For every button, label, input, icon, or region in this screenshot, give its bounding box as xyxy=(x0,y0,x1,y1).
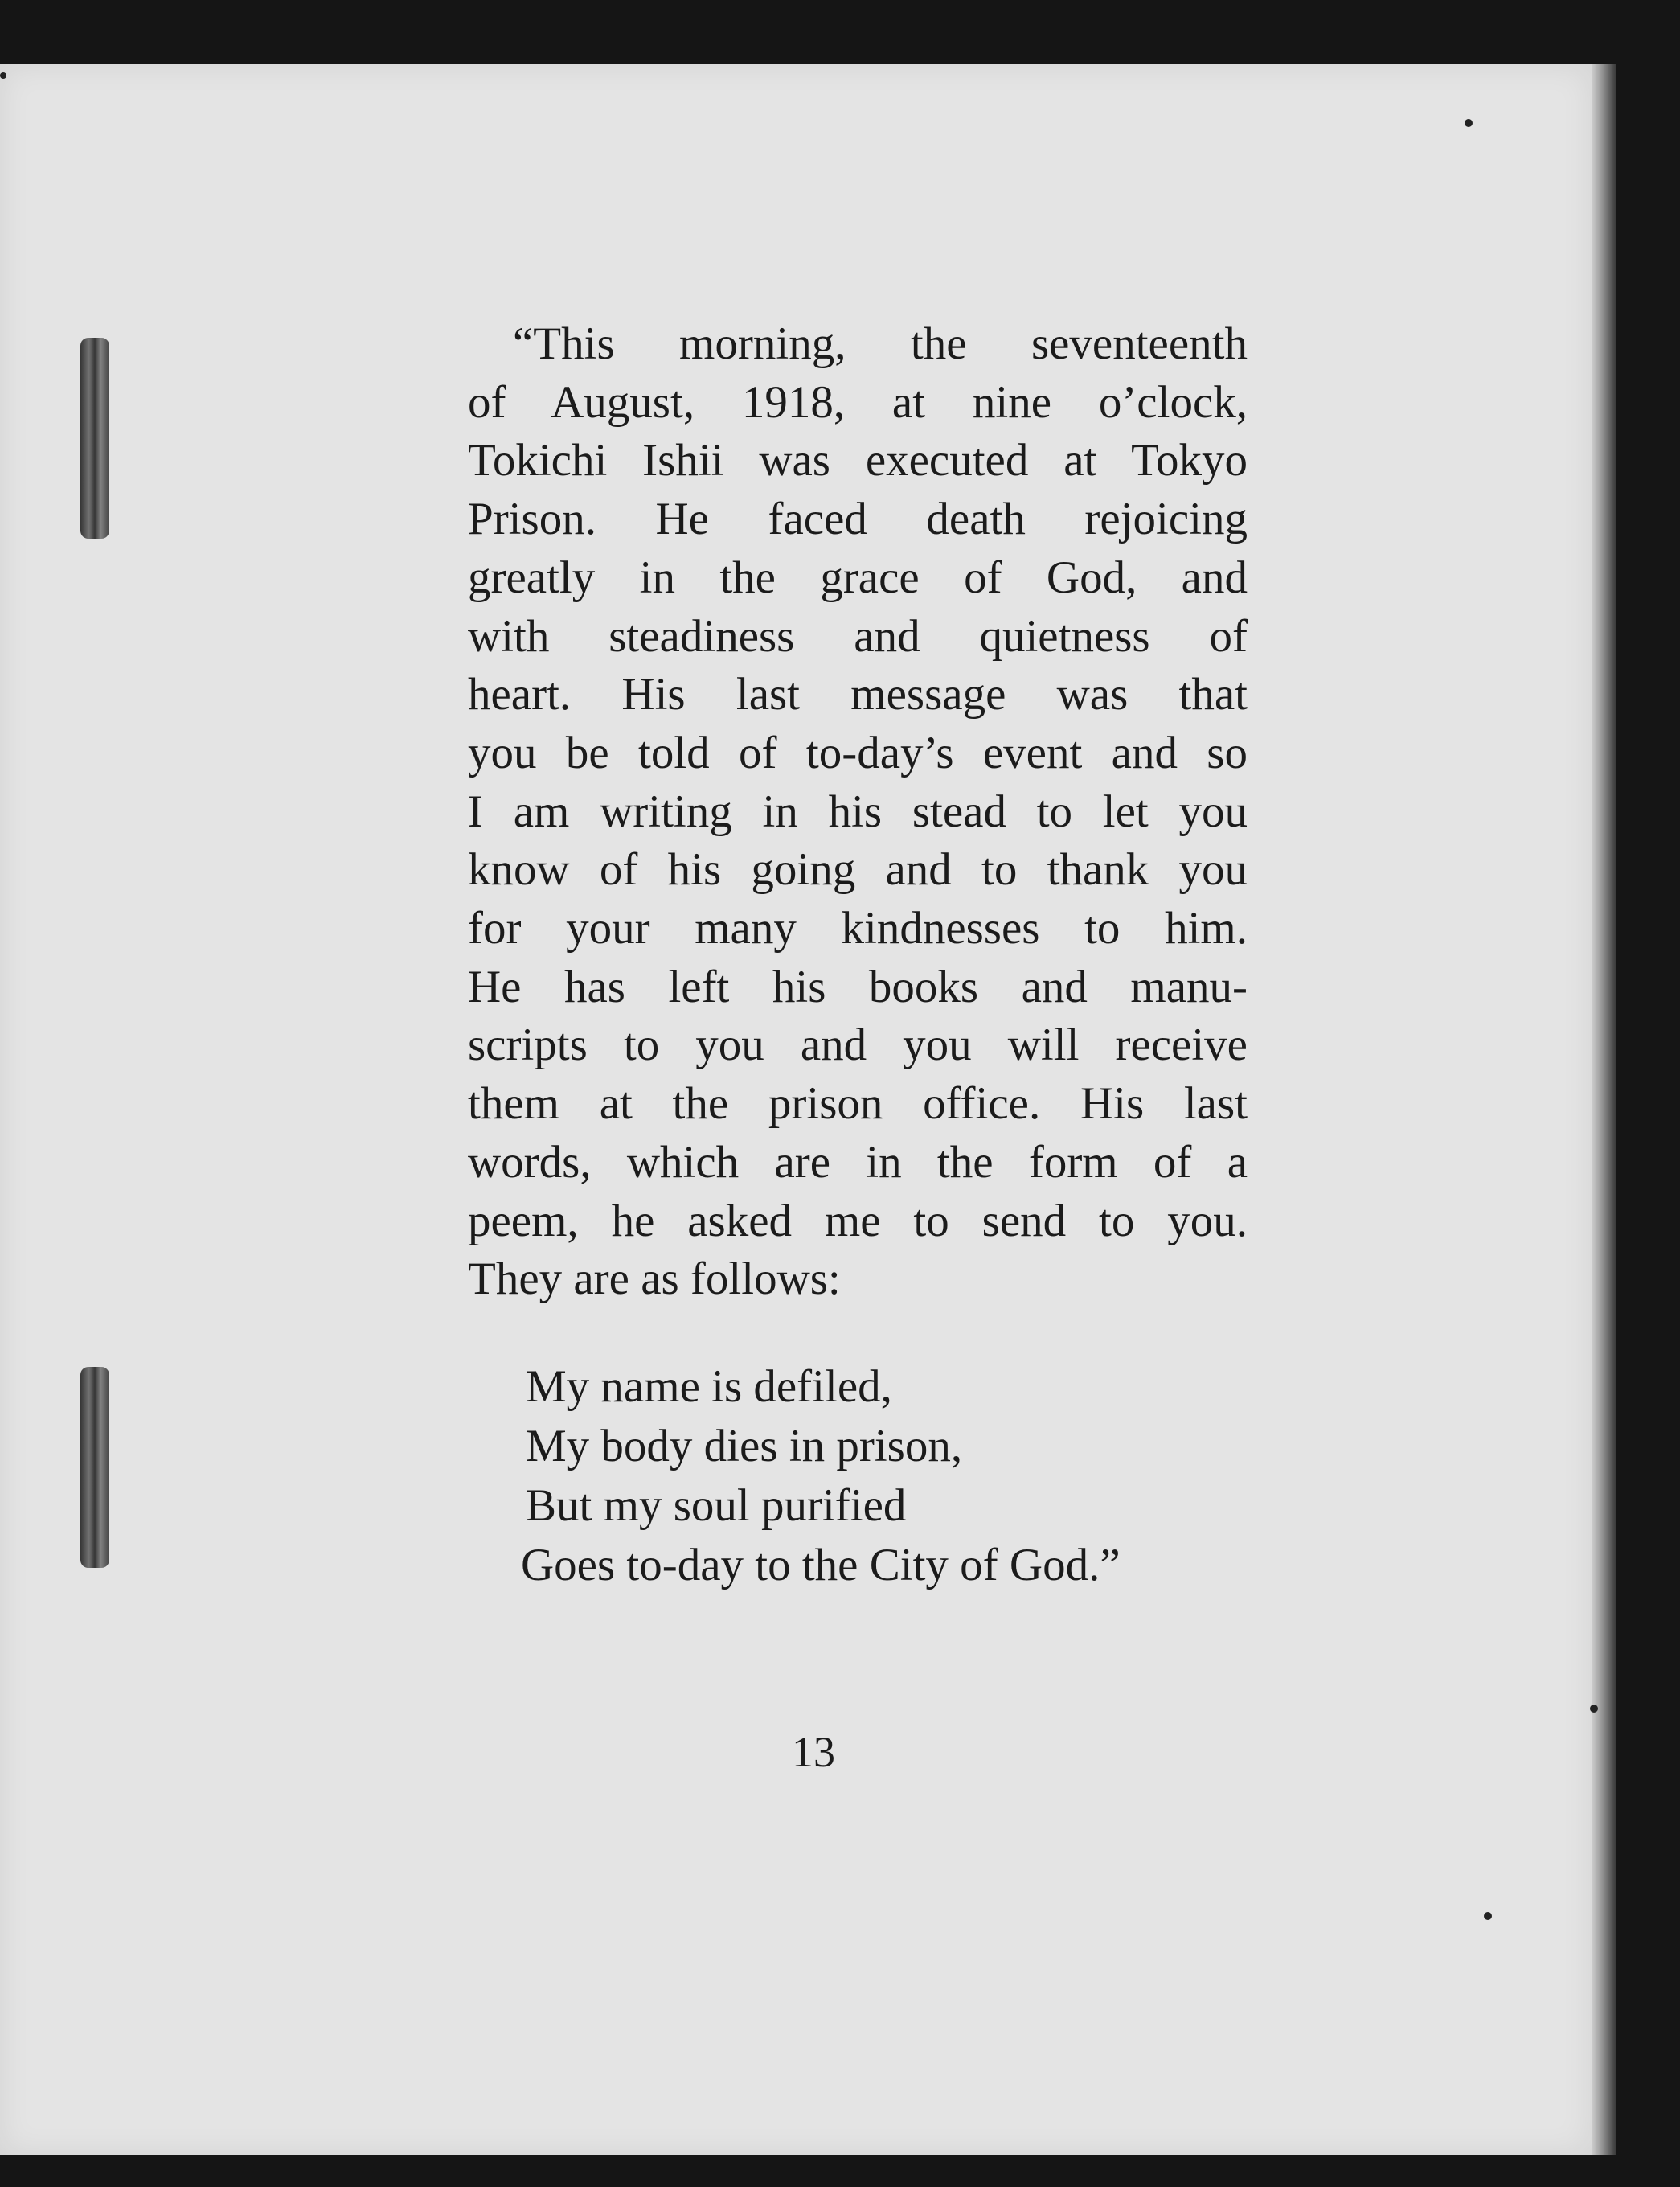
letter-line: you be told of to-day’s event and so xyxy=(468,727,1248,778)
poem-line: My name is defiled, xyxy=(526,1360,892,1412)
letter-text xyxy=(468,315,1248,1595)
page-number: 13 xyxy=(792,1728,835,1776)
ink-speck xyxy=(0,72,6,79)
letter-line: Prison. He faced death rejoicing xyxy=(468,494,1248,545)
binding-staple-bottom xyxy=(80,1367,109,1568)
letter-line: heart. His last message was that xyxy=(468,669,1248,720)
letter-line: with steadiness and quietness of xyxy=(468,610,1248,662)
letter-line: I am writing in his stead to let you xyxy=(468,786,1248,837)
letter-line: of August, 1918, at nine o’clock, xyxy=(468,376,1248,428)
ink-speck xyxy=(1590,1705,1598,1713)
letter-line: words, which are in the form of a xyxy=(468,1136,1248,1188)
ink-speck xyxy=(1465,119,1473,127)
letter-line: They are as follows: xyxy=(468,1254,841,1305)
page-edge xyxy=(1592,64,1616,2155)
letter-line: peem, he asked me to send to you. xyxy=(468,1195,1248,1246)
binding-staple-top xyxy=(80,338,109,539)
poem xyxy=(468,1357,1248,1595)
letter-line: He has left his books and manu- xyxy=(468,961,1248,1012)
letter-line: for your many kindnesses to him. xyxy=(468,903,1248,954)
ink-speck xyxy=(1484,1912,1492,1920)
poem-line: But my soul purified xyxy=(526,1479,907,1531)
letter-paragraph xyxy=(468,315,1248,1309)
poem-line: My body dies in prison, xyxy=(526,1420,963,1471)
poem-line: Goes to-day to the City of God.” xyxy=(521,1539,1121,1590)
letter-line: Tokichi Ishii was executed at Tokyo xyxy=(468,435,1248,486)
letter-line: know of his going and to thank you xyxy=(468,844,1248,896)
letter-line: scripts to you and you will receive xyxy=(468,1020,1248,1071)
letter-line: greatly in the grace of God, and xyxy=(468,552,1248,603)
letter-line: them at the prison office. His last xyxy=(468,1078,1248,1130)
letter-line: “This morning, the seventeenth xyxy=(513,318,1248,369)
